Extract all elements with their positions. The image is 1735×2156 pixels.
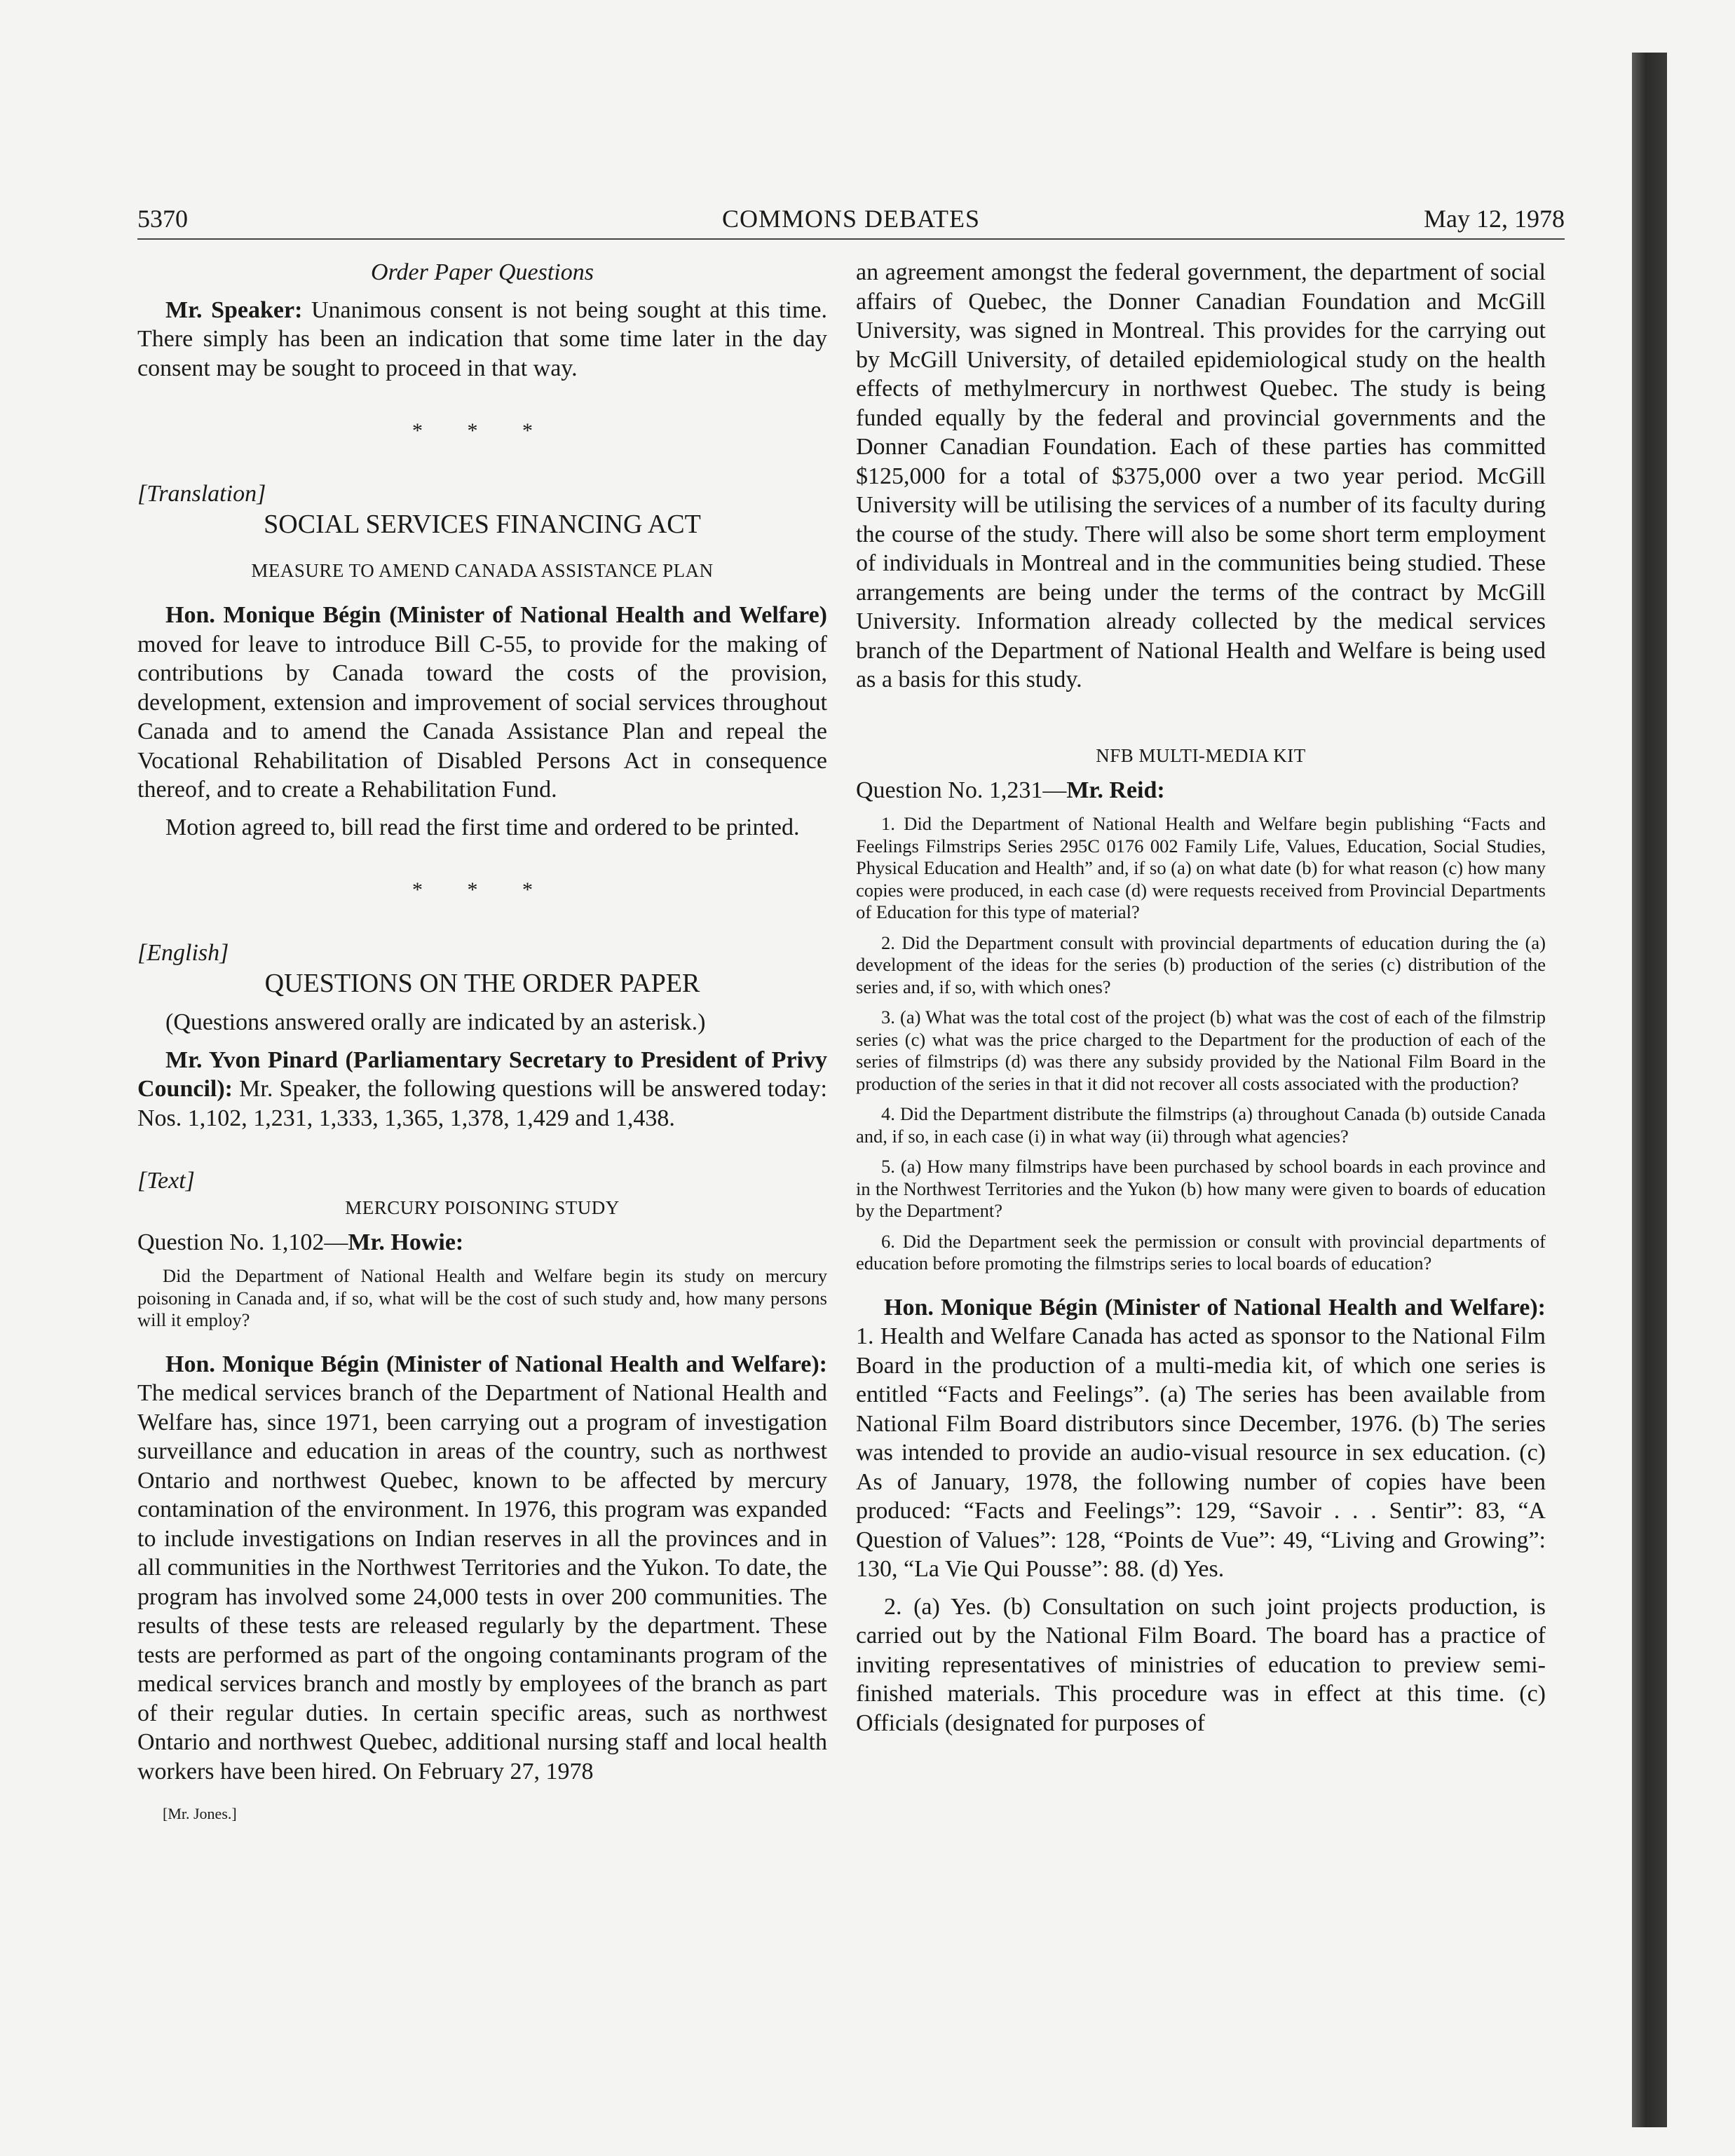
speaker-name: Hon. Monique Bégin (Minister of National Health and Welfare): bbox=[884, 1294, 1546, 1321]
question-title bbox=[137, 1228, 827, 1257]
question-item: 2. Did the Department consult with provincial departments of education during the (a) development of the ideas for the series (b) production of the series (c) distribution of the series and, if so, with which ones? bbox=[856, 932, 1546, 997]
paragraph-text: Unanimous consent is not being sought at this time. There simply has been an indication that some time later in the day consent may be sought to proceed in that way. bbox=[137, 296, 827, 381]
question-item: 3. (a) What was the total cost of the project (b) what was the cost of each of the filmstrip series (c) what was the price charged to the Department for the production of each of the series of filmstrips (d) was there any subsidy provided by the National Film Board in the production of the series in that it did not recover all costs associated with the production? bbox=[856, 1007, 1546, 1094]
pinard-paragraph bbox=[137, 1046, 827, 1133]
speaker-signature: [Mr. Jones.] bbox=[163, 1805, 237, 1822]
paragraph-text: moved for leave to introduce Bill C-55, to provide for the making of contributions by Canada toward the costs of the provision, development, extension and improvement of social services throughout Canada and to amend the Canada Assistance Plan and repeal the Vocational Rehabilitation of Disabled Persons Act in consequence thereof, and to create a Rehabilitation Fund. bbox=[137, 631, 827, 803]
paragraph-text: The medical services branch of the Department of National Health and Welfare has, since 1971, been carrying out a program of investigation surveillance and education in areas of the country, such as northwest Ontario and northwest Quebec, known to be affected by mercury contamination of the environment. In 1976, this program was expanded to include investigations on Indian reserves in all the provinces and in all communities in the Northwest Territories and the Yukon. To date, the program has involved some 24,000 tests in over 200 communities. The results of these tests are released regularly by the department. These tests are performed as part of the ongoing contaminants program of the medical services branch and mostly by employees of the branch as part of their regular duties. In certain specific areas, such as northwest Ontario and northwest Quebec, additional nursing staff and local health workers have been hired. On February 27, 1978 bbox=[137, 1380, 827, 1785]
bill-heading: SOCIAL SERVICES FINANCING ACT bbox=[264, 510, 701, 539]
question-asker: Mr. Reid: bbox=[1066, 777, 1165, 803]
bill-subheading: MEASURE TO AMEND CANADA ASSISTANCE PLAN bbox=[251, 560, 714, 581]
speaker-paragraph bbox=[137, 296, 827, 383]
bill-paragraph bbox=[137, 601, 827, 805]
question-item: 1. Did the Department of National Health and Welfare begin publishing “Facts and Feelings Filmstrips Series 295C 0176 002 Family Life, Values, Education, Social Studies, Physical Education and Health” and, if so (a) on what date (b) for what reason (c) how many copies were produced, in each case (d) were requests received from Provincial Departments of Education for this type of material? bbox=[856, 813, 1546, 922]
translation-tag: [Translation] bbox=[137, 480, 266, 507]
speaker-name: Hon. Monique Bégin (Minister of National Health and Welfare): bbox=[165, 1351, 827, 1377]
motion-paragraph: Motion agreed to, bill read the first time and ordered to be printed. bbox=[165, 814, 800, 840]
paragraph-text: Mr. Speaker, the following questions will be answered today: Nos. 1,102, 1,231, 1,333, 1,365, 1,378, 1,429 and 1,438. bbox=[137, 1076, 827, 1131]
questions-note: (Questions answered orally are indicated by an asterisk.) bbox=[165, 1009, 706, 1035]
speaker-name: Mr. Yvon Pinard (Parliamentary Secretary to President of Privy Council): bbox=[137, 1046, 827, 1102]
section-separator: * * * bbox=[412, 878, 552, 901]
nfb-heading: NFB MULTI-MEDIA KIT bbox=[1096, 744, 1306, 766]
text-tag: [Text] bbox=[137, 1168, 195, 1194]
section-title: Order Paper Questions bbox=[371, 259, 594, 285]
question-number: Question No. 1,102— bbox=[137, 1229, 348, 1255]
continuation-paragraph: an agreement amongst the federal government, the department of social affairs of Quebec, the Donner Canadian Foundation and McGill University, was signed in Montreal. This provides for the carrying out by McGill University, of detailed epidemiological study on the health effects of methylmercury in northwest Quebec. The study is being funded equally by the federal and provincial governments and the Donner Canadian Foundation. Each of these parties has committed $125,000 for a total of $375,000 over a two year period. McGill University will be utilising the services of a number of its faculty during the course of the study. There will also be some short term employment of individuals in Montreal and in the communities being studied. These arrangements are being under the terms of the contract by McGill University. Information already collected by the medical services branch of the Department of National Health and Welfare is being used as a basis for this study. bbox=[856, 259, 1546, 692]
question-title bbox=[856, 776, 1546, 805]
page-number: 5370 bbox=[137, 205, 188, 233]
right-column bbox=[856, 258, 1546, 1738]
speaker-name: Hon. Monique Bégin (Minister of National Health and Welfare) bbox=[165, 602, 827, 628]
running-head bbox=[137, 203, 1565, 240]
question-item: 5. (a) How many filmstrips have been purchased by school boards in each province and in the Northwest Territories and the Yukon (b) how many were given to boards of education by the Department? bbox=[856, 1156, 1546, 1221]
question-item: 6. Did the Department seek the permission or consult with provincial departments of education before promoting the filmstrips series to local boards of education? bbox=[856, 1230, 1546, 1274]
publication-title: COMMONS DEBATES bbox=[721, 205, 981, 233]
paragraph-text: 1. Health and Welfare Canada has acted as sponsor to the National Film Board in the production of a multi-media kit, of which one series is entitled “Facts and Feelings”. (a) The series has been available from National Film Board distributors since December, 1976. (b) The series was intended to provide an audio-visual resource in sex education. (c) As of January, 1978, the following number of copies have been produced: “Facts and Feelings”: 129, “Savoir . . . Sentir”: 83, “A Question of Values”: 128, “Points de Vue”: 49, “Living and Growing”: 130, “La Vie Qui Pousse”: 88. (d) Yes. bbox=[856, 1323, 1546, 1582]
question-number: Question No. 1,231— bbox=[856, 777, 1067, 803]
questions-heading: QUESTIONS ON THE ORDER PAPER bbox=[264, 969, 700, 998]
speaker-name: Mr. Speaker: bbox=[165, 296, 303, 323]
question-item: 4. Did the Department distribute the filmstrips (a) throughout Canada (b) outside Canada and, if so, in each case (i) in what way (ii) through what agencies? bbox=[856, 1103, 1546, 1147]
answer-paragraph bbox=[137, 1350, 827, 1787]
page-date: May 12, 1978 bbox=[1424, 205, 1565, 233]
left-column bbox=[137, 258, 827, 1824]
mercury-heading: MERCURY POISONING STUDY bbox=[345, 1196, 620, 1218]
section-separator: * * * bbox=[412, 419, 552, 442]
english-tag: [English] bbox=[137, 939, 229, 966]
answer-paragraph bbox=[856, 1293, 1546, 1584]
question-text: Did the Department of National Health and Welfare begin its study on mercury poisoning in Canada and, if so, what will be the cost of such study and, how many persons will it employ? bbox=[137, 1265, 827, 1330]
answer-paragraph-2: 2. (a) Yes. (b) Consultation on such joint projects production, is carried out by the National Film Board. The board has a practice of inviting representatives of ministries of education to preview semi-finished materials. This procedure was in effect at this time. (c) Officials (designated for purposes of bbox=[856, 1593, 1546, 1736]
question-asker: Mr. Howie: bbox=[348, 1229, 464, 1255]
